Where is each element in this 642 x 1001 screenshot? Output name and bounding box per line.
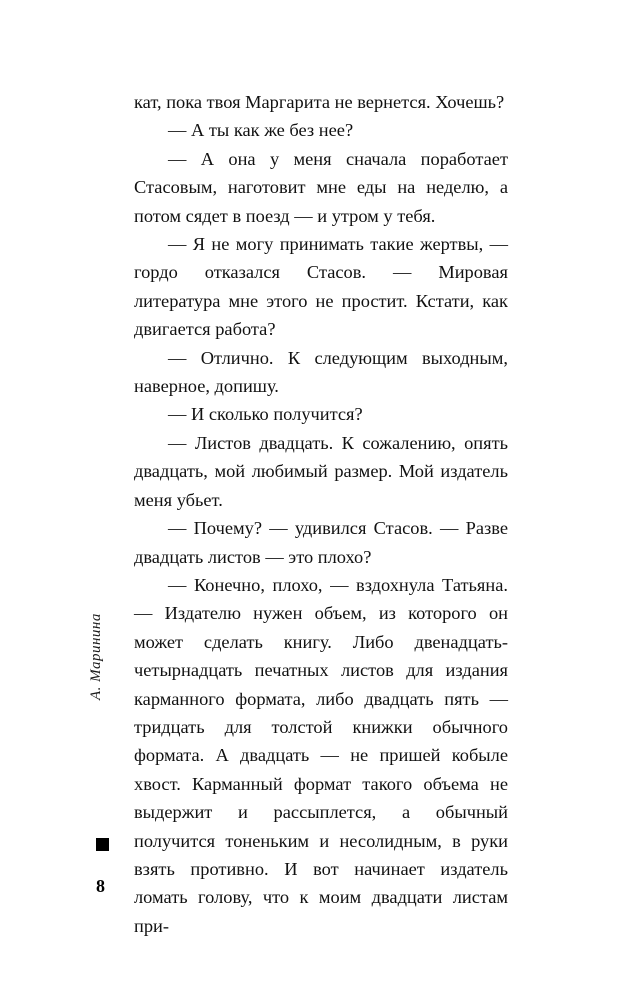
running-head-author: А. Маринина: [88, 613, 104, 700]
paragraph: — Листов двадцать. К сожалению, опять двадцать, мой любимый размер. Мой издатель меня убьет.: [134, 432, 508, 510]
paragraph: — А она у меня сначала поработает Стасовым, наготовит мне еды на неделю, а потом сядет в поезд — и утром у тебя.: [134, 148, 508, 226]
paragraph: — Почему? — удивился Стасов. — Разве двадцать листов — это плохо?: [134, 518, 508, 567]
paragraph: — И сколько получится?: [168, 404, 363, 425]
paragraph: — Я не могу принимать такие жертвы, — гордо отказался Стасов. — Мировая литература мне этого не простит. Кстати, как двигается работа?: [134, 234, 508, 340]
paragraph: — Отлично. К следующим выходным, наверное, допишу.: [134, 347, 508, 397]
paragraph: — А ты как же без нее?: [168, 120, 354, 141]
body-text: [134, 88, 508, 940]
paragraph: кат, пока твоя Маргарита не вернется. Хочешь?: [134, 92, 505, 112]
page-number: 8: [96, 876, 105, 896]
paragraph: — Конечно, плохо, — вздохнула Татьяна. — Издателю нужен объем, из которого он может сделать книгу. Либо двенадцать-четырнадцать печатных листов для издания карманного формата, либо двадцать пять — тридцать для толстой книжки обычного формата. А двадцать — не пришей кобыле хвост. Карманный формат такого объема не выдержит и рассыплется, а обычный получится тоненьким и несолидным, в руки взять противно. И вот начинает издатель ломать голову, что к моим двадцати листам при-: [134, 574, 508, 936]
square-bullet-icon: [96, 838, 109, 851]
